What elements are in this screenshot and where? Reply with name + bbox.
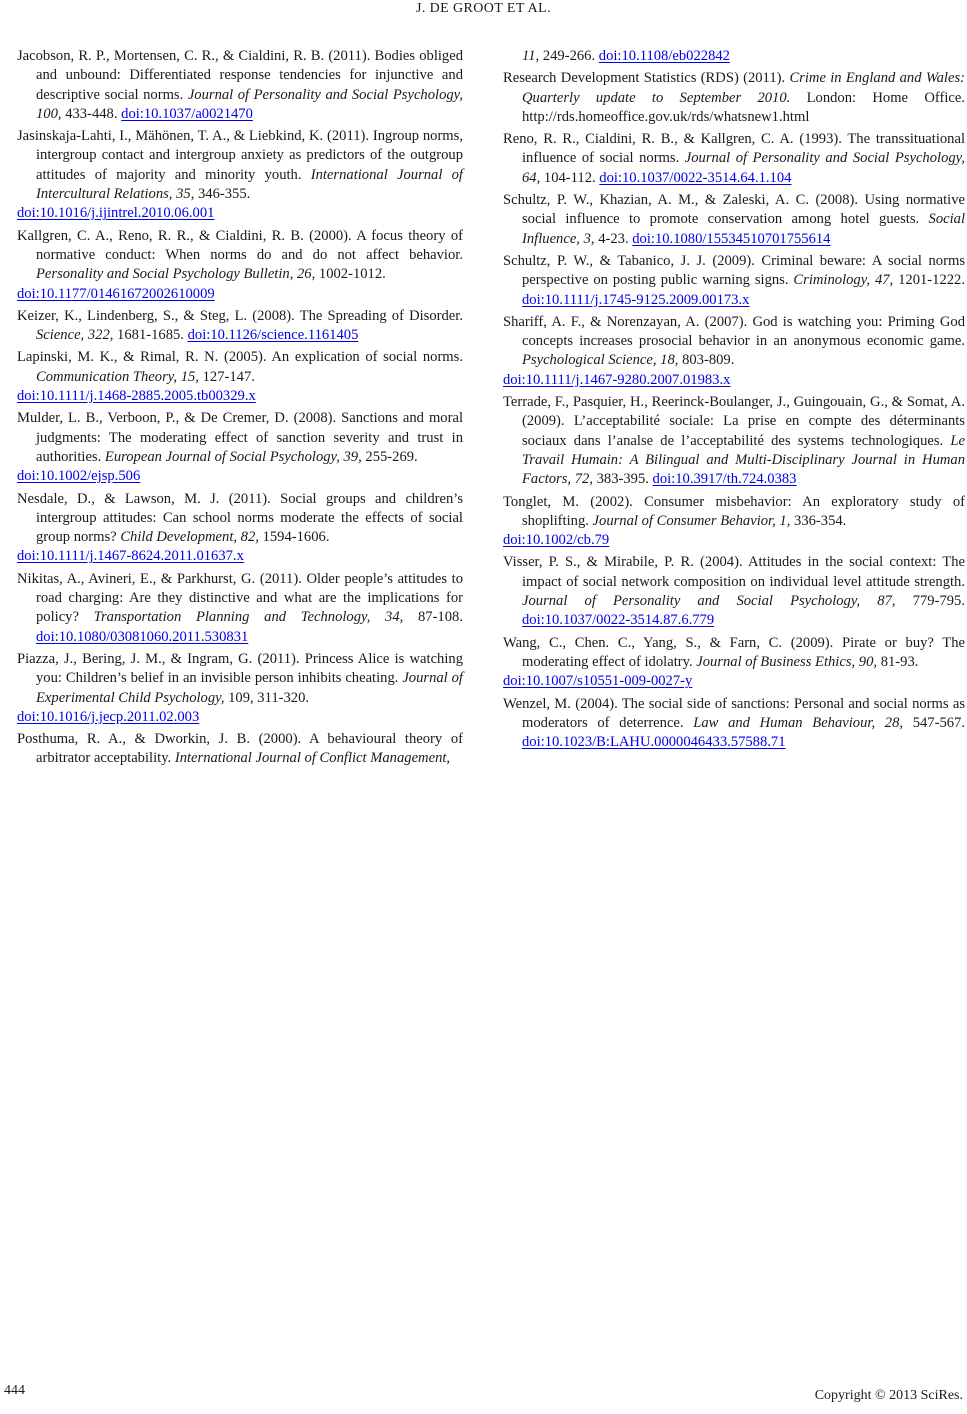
reference-text: Visser, P. S., & Mirabile, P. R. (2004). Attitudes in the social context: The impact of social network composition on individual level attitude strength.	[503, 554, 965, 590]
reference-text: Nesdale, D., & Lawson, M. J. (2011). Social groups and children’s intergroup attitudes: Can school norms moderate the effects of social group norms?	[17, 490, 463, 546]
reference-source: Journal of Personality and Social Psychology, 64,	[522, 150, 965, 186]
reference-source: Psychological Science, 18,	[522, 352, 679, 369]
reference-text: Keizer, K., Lindenberg, S., & Steg, L. (2008). The Spreading of Disorder.	[17, 307, 463, 324]
reference-text: Wang, C., Chen. C., Yang, S., & Farn, C. (2009). Pirate or buy? The moderating effect of idolatry.	[503, 634, 965, 670]
reference-pages: 127-147.	[198, 368, 255, 385]
reference-entry	[503, 313, 965, 390]
reference-entry	[503, 553, 965, 630]
doi-link[interactable]: doi:10.1037/a0021470	[121, 105, 253, 122]
reference-source: Law and Human Behaviour, 28,	[693, 714, 904, 731]
reference-entry	[17, 227, 463, 304]
page-number: 444	[4, 1383, 25, 1398]
reference-entry	[17, 127, 463, 223]
reference-text: Tonglet, M. (2002). Consumer misbehavior: An exploratory study of shoplifting.	[503, 493, 965, 529]
reference-text: Mulder, L. B., Verboon, P., & De Cremer, D. (2008). Sanctions and moral judgments: The moderating effect of sanction severity and trust in authorities.	[17, 410, 463, 465]
reference-source: Personality and Social Psychology Bulletin, 26,	[36, 266, 316, 283]
doi-link[interactable]: doi:10.1080/15534510701755614	[632, 230, 831, 247]
reference-source: European Journal of Social Psychology, 39,	[104, 448, 362, 465]
doi-link[interactable]: doi:10.1002/cb.79	[503, 532, 610, 549]
reference-entry	[503, 493, 965, 551]
reference-source: Crime in England and Wales: Quarterly update to September 2010.	[522, 70, 965, 106]
doi-link[interactable]: doi:10.1023/B:LAHU.0000046433.57588.71	[522, 734, 786, 751]
reference-entry	[17, 570, 463, 647]
reference-source: Journal of Business Ethics, 90,	[696, 653, 878, 670]
reference-source: Journal of Personality and Social Psychology, 87,	[522, 593, 896, 610]
reference-pages: 104-112.	[540, 169, 600, 186]
reference-text: Schultz, P. W., & Tabanico, J. J. (2009). Criminal beware: A social norms perspective on posting public warning signs.	[503, 252, 965, 289]
reference-entry	[503, 191, 965, 249]
reference-source: Le Travail Humain: A Bilingual and Multi-Disciplinary Journal in Human Factors, 72,	[522, 432, 965, 488]
doi-link[interactable]: doi:10.1002/ejsp.506	[17, 468, 141, 485]
reference-pages: 1681-1685.	[113, 327, 188, 344]
reference-pages: 1201-1222.	[893, 272, 965, 289]
reference-text: Lapinski, M. K., & Rimal, R. N. (2005). An explication of social norms.	[17, 349, 463, 366]
reference-text: Shariff, A. F., & Norenzayan, A. (2007). God is watching you: Priming God concepts increases prosocial behavior in an anonymous economic game.	[503, 313, 965, 350]
reference-entry	[17, 409, 463, 486]
reference-pages: 109, 311-320.	[224, 689, 310, 706]
copyright-notice: Copyright © 2013 SciRes.	[814, 1388, 963, 1403]
reference-text: Kallgren, C. A., Reno, R. R., & Cialdini, R. B. (2000). A focus theory of normative conduct: When norms do and do not affect behavior.	[17, 227, 463, 263]
reference-continuation	[503, 47, 965, 66]
reference-pages: 1002-1012.	[315, 266, 386, 283]
reference-source: Journal of Personality and Social Psychology, 100,	[36, 86, 463, 122]
references-right-column	[503, 47, 965, 755]
doi-link[interactable]: doi:10.3917/th.724.0383	[652, 471, 797, 488]
doi-link[interactable]: doi:10.1016/j.jecp.2011.02.003	[17, 708, 200, 725]
reference-entry	[503, 69, 965, 127]
reference-pages: 547-567.	[903, 714, 965, 731]
doi-link[interactable]: doi:10.1177/01461672002610009	[17, 285, 215, 302]
reference-text: Terrade, F., Pasquier, H., Reerinck-Boulanger, J., Guingouain, G., & Somat, A. (2009). L’acceptabilité sociale: La prise en compte des déterminants sociaux dans l’analse de l’acceptabilité des systems technologiques.	[503, 394, 965, 449]
reference-source: 11,	[522, 48, 540, 64]
reference-source: Journal of Consumer Behavior, 1,	[592, 512, 791, 529]
doi-link[interactable]: doi:10.1111/j.1467-9280.2007.01983.x	[503, 371, 731, 388]
reference-source: Communication Theory, 15,	[36, 368, 199, 385]
reference-text: Wenzel, M. (2004). The social side of sanctions: Personal and social norms as moderators of deterrence.	[503, 695, 965, 731]
reference-source: Journal of Experimental Child Psychology,	[36, 670, 463, 706]
reference-text: Schultz, P. W., Khazian, A. M., & Zaleski, A. C. (2008). Using normative social influence to promote conservation among hotel guests.	[503, 192, 965, 228]
doi-link[interactable]: doi:10.1016/j.ijintrel.2010.06.001	[17, 205, 215, 222]
references-left-column	[17, 47, 463, 772]
doi-link[interactable]: doi:10.1037/0022-3514.87.6.779	[522, 612, 715, 629]
reference-pages: 433-448.	[61, 105, 122, 122]
reference-entry	[17, 348, 463, 406]
doi-link[interactable]: doi:10.1007/s10551-009-0027-y	[503, 673, 693, 690]
reference-text: Piazza, J., Bering, J. M., & Ingram, G. (2011). Princess Alice is watching you: Children’s belief in an invisible person inhibits cheating.	[17, 650, 463, 687]
reference-text: Jacobson, R. P., Mortensen, C. R., & Cialdini, R. B. (2011). Bodies obliged and unbound: Differentiated response tendencies for injunctive and descriptive social norms.	[17, 48, 463, 103]
reference-pages: 779-795.	[895, 593, 965, 610]
reference-entry	[17, 730, 463, 769]
reference-text: Posthuma, R. A., & Dworkin, J. B. (2000). A behavioural theory of arbitrator acceptability.	[17, 731, 463, 767]
doi-link[interactable]: doi:10.1080/03081060.2011.530831	[36, 628, 249, 645]
reference-pages: 4-23.	[594, 230, 633, 247]
reference-pages: 346-355.	[194, 186, 251, 203]
running-head: J. DE GROOT ET AL.	[415, 1, 552, 16]
reference-source: Child Development, 82,	[120, 529, 259, 546]
doi-link[interactable]: doi:10.1126/science.1161405	[187, 327, 359, 344]
doi-link[interactable]: doi:10.1111/j.1468-2885.2005.tb00329.x	[17, 388, 256, 405]
reference-text: Nikitas, A., Avineri, E., & Parkhurst, G. (2011). Older people’s attitudes to road charging: Are they distinctive and what are the implications for policy?	[17, 570, 463, 626]
doi-link[interactable]: doi:10.1108/eb022842	[598, 48, 730, 64]
reference-text: Reno, R. R., Cialdini, R. B., & Kallgren, C. A. (1993). The transsituational influence of social norms.	[503, 131, 965, 167]
reference-pages: 1594-1606.	[258, 529, 330, 546]
reference-text: Jasinskaja-Lahti, I., Mähönen, T. A., & Liebkind, K. (2011). Ingroup norms, intergroup contact and intergroup anxiety as predictors of the outgroup attitudes of majority and minority youth.	[17, 128, 463, 183]
reference-entry	[503, 393, 965, 489]
reference-pages: 249-266.	[539, 48, 599, 64]
reference-entry	[17, 307, 463, 346]
reference-publisher: London: Home Office. http://rds.homeoffice.gov.uk/rds/whatsnew1.html	[522, 89, 965, 125]
reference-entry	[17, 650, 463, 727]
reference-source: International Journal of Intercultural Relations, 35,	[36, 166, 463, 203]
reference-text: Research Development Statistics (RDS) (2011).	[503, 70, 790, 87]
reference-pages: 383-395.	[592, 471, 653, 488]
reference-entry	[503, 252, 965, 310]
reference-entry	[503, 695, 965, 753]
doi-link[interactable]: doi:10.1111/j.1745-9125.2009.00173.x	[522, 291, 750, 308]
reference-source: Science, 322,	[36, 327, 114, 344]
reference-entry	[17, 47, 463, 124]
reference-pages: 87-108.	[403, 609, 463, 626]
reference-entry	[503, 634, 965, 692]
reference-pages: 803-809.	[678, 352, 735, 369]
reference-pages: 81-93.	[877, 653, 919, 670]
reference-entry	[17, 490, 463, 567]
reference-entry	[503, 130, 965, 188]
reference-source: International Journal of Conflict Management,	[174, 750, 451, 767]
doi-link[interactable]: doi:10.1037/0022-3514.64.1.104	[599, 169, 792, 186]
reference-pages: 336-354.	[790, 512, 847, 529]
doi-link[interactable]: doi:10.1111/j.1467-8624.2011.01637.x	[17, 548, 244, 565]
reference-pages: 255-269.	[361, 448, 418, 465]
reference-source: Transportation Planning and Technology, 34,	[93, 609, 404, 626]
reference-source: Criminology, 47,	[793, 272, 894, 289]
reference-source: Social Influence, 3,	[522, 211, 965, 247]
